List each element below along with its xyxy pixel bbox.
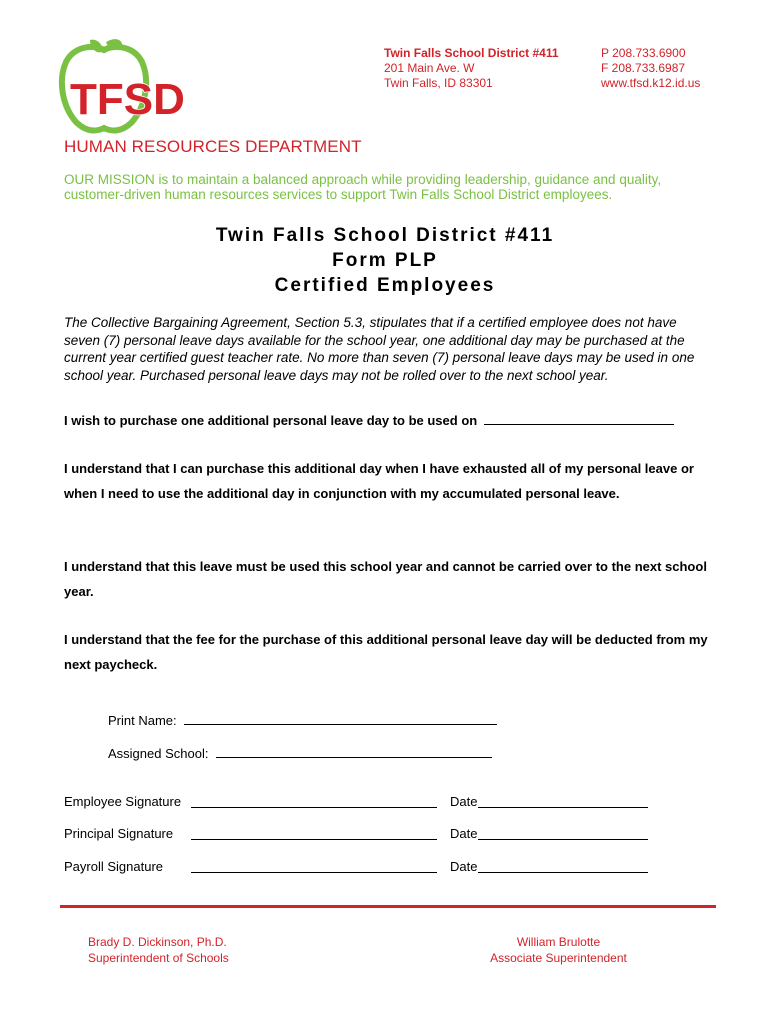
payroll-signature-field[interactable] <box>191 872 437 873</box>
carryover-statement: I understand that this leave must be used this school year and cannot be carried over to the next school year. <box>64 559 707 599</box>
payroll-signature-label: Payroll Signature <box>64 859 163 874</box>
website-link[interactable]: www.tfsd.k12.id.us <box>601 76 701 90</box>
form-title-audience: Certified Employees <box>274 275 496 296</box>
department-heading: HUMAN RESOURCES DEPARTMENT <box>64 137 362 156</box>
assigned-school-row <box>108 743 492 761</box>
logo-text: TFSD <box>70 75 185 124</box>
employee-date-field[interactable] <box>478 807 648 808</box>
fee-statement: I understand that the fee for the purchase of this additional personal leave day will be deducted from my next paycheck. <box>64 632 708 672</box>
mission-statement: OUR MISSION is to maintain a balanced approach while providing leadership, guidance and quality, customer-driven human resources services to support Twin Falls School District employees. <box>64 172 662 202</box>
principal-signature-field[interactable] <box>191 839 437 840</box>
purchase-statement-text: I wish to purchase one additional personal leave day to be used on <box>64 413 478 428</box>
principal-signature-label: Principal Signature <box>64 826 174 841</box>
contact-block <box>601 46 700 91</box>
employee-date-label: Date <box>450 794 478 809</box>
superintendent-title: Superintendent of Schools <box>88 951 229 965</box>
fax-number: F 208.733.6987 <box>601 61 686 75</box>
employee-signature-field[interactable] <box>191 807 437 808</box>
form-title-district: Twin Falls School District #411 <box>215 225 555 246</box>
payroll-date-label: Date <box>450 859 478 874</box>
associate-superintendent-title: Associate Superintendent <box>490 951 627 965</box>
street-address: 201 Main Ave. W <box>384 61 475 75</box>
principal-date-label: Date <box>450 826 478 841</box>
purchase-statement <box>64 409 714 434</box>
tfsd-logo <box>56 36 198 136</box>
city-state-zip: Twin Falls, ID 83301 <box>384 76 493 90</box>
superintendent-block <box>88 934 229 966</box>
apple-icon <box>56 36 198 136</box>
assigned-school-field[interactable] <box>216 743 492 758</box>
employee-signature-row <box>64 794 664 814</box>
print-name-label: Print Name: <box>108 713 177 728</box>
associate-superintendent-block <box>487 934 630 966</box>
payroll-date-field[interactable] <box>478 872 648 873</box>
principal-date-field[interactable] <box>478 839 648 840</box>
print-name-field[interactable] <box>184 710 497 725</box>
address-block <box>384 46 559 91</box>
superintendent-name: Brady D. Dickinson, Ph.D. <box>88 935 227 949</box>
print-name-row <box>108 710 497 728</box>
form-title-name: Form PLP <box>332 250 438 271</box>
purchase-date-field[interactable] <box>484 410 674 425</box>
footer-divider <box>60 905 716 908</box>
employee-signature-label: Employee Signature <box>64 794 182 809</box>
district-name: Twin Falls School District #411 <box>384 46 559 60</box>
exhausted-statement: I understand that I can purchase this additional day when I have exhausted all of my personal leave or when I need to use the additional day in conjunction with my accumulated personal leave. <box>64 461 694 501</box>
payroll-signature-row <box>64 859 664 879</box>
phone-number: P 208.733.6900 <box>601 46 686 60</box>
assigned-school-label: Assigned School: <box>108 746 209 761</box>
associate-superintendent-name: William Brulotte <box>516 935 601 949</box>
principal-signature-row <box>64 826 664 846</box>
intro-paragraph: The Collective Bargaining Agreement, Section 5.3, stipulates that if a certified employee does not have seven (7) personal leave days available for the school year, one additional day may be purchased at the current year certified guest teacher rate. No more than seven (7) personal leave days may be used in one school year. Purchased personal leave days may not be rolled over to the next school year. <box>64 315 695 383</box>
